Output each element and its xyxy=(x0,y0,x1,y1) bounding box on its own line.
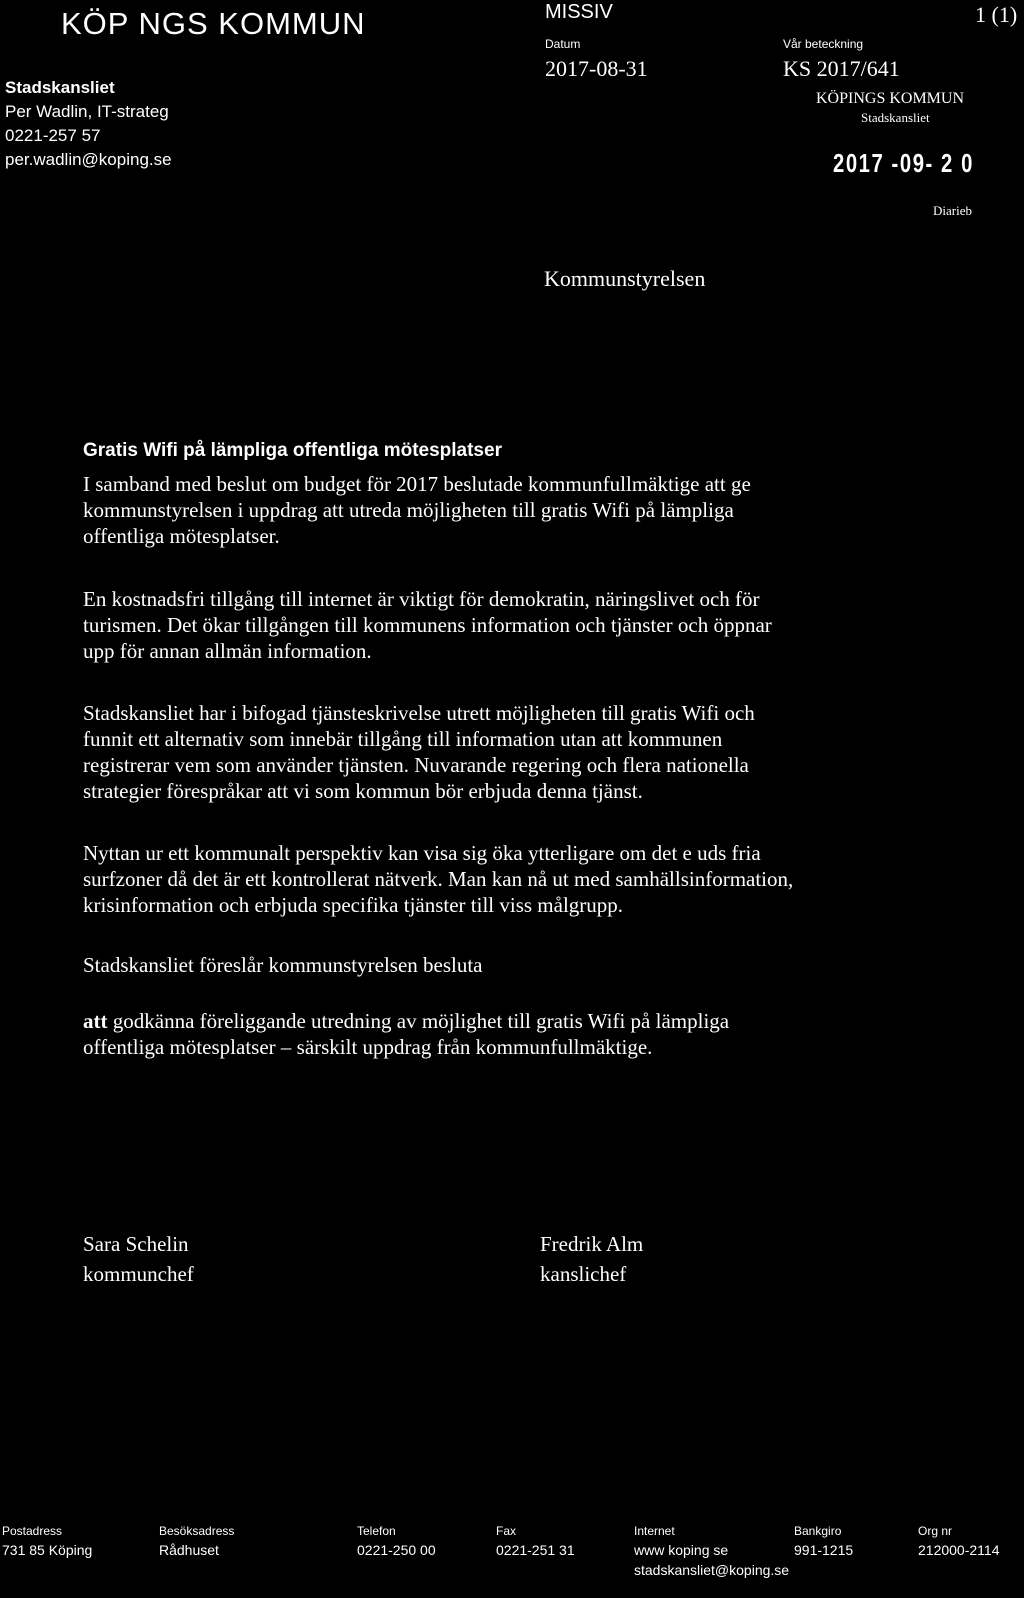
footer-bankgiro-label: Bankgiro xyxy=(794,1524,842,1538)
footer-besoksadress-label: Besöksadress xyxy=(159,1524,235,1538)
signature-2-title: kanslichef xyxy=(540,1262,627,1286)
att-keyword: att xyxy=(83,1009,108,1033)
body-paragraph-1: I samband med beslut om budget för 2017 beslutade kommunfullmäktige att ge kommunstyrelsen i uppdrag att utreda möjligheten till gratis Wifi på lämpliga offentliga mötesplatser. xyxy=(83,472,751,548)
signature-1-name: Sara Schelin xyxy=(83,1232,189,1256)
footer-internet[interactable]: www koping se xyxy=(634,1542,729,1558)
date-value: 2017-08-31 xyxy=(545,56,648,81)
sender-phone: 0221-257 57 xyxy=(5,126,101,145)
stamp-department: Stadskansliet xyxy=(861,110,930,125)
subject-heading: Gratis Wifi på lämpliga offentliga mötesplatser xyxy=(83,440,502,461)
body-paragraph-3: Stadskansliet har i bifogad tjänsteskrivelse utrett möjligheten till gratis Wifi och funnit ett alternativ som innebär tillgång till information utan att kommunen registrerar vem som använder tjänsten. Nuvarande regering och flera nationella strategier förespråkar att vi som kommun bör erbjuda denna tjänst. xyxy=(83,701,755,803)
stamp-date: 2017 -09- 2 0 xyxy=(833,148,974,178)
signature-1-title: kommunchef xyxy=(83,1262,194,1286)
stamp-organization: KÖPINGS KOMMUN xyxy=(816,90,965,107)
footer-telefon: 0221-250 00 xyxy=(357,1542,436,1558)
reference-label: Vår beteckning xyxy=(783,37,864,51)
footer-postadress: 731 85 Köping xyxy=(2,1542,93,1558)
footer-fax-label: Fax xyxy=(496,1524,517,1538)
body-paragraph-4: Nyttan ur ett kommunalt perspektiv kan visa sig öka ytterligare om det e uds fria surfzoner då det är ett kontrollerat nätverk. Man kan nå ut med samhällsinformation, krisinformation och erbjuda specifika tjänster till viss målgrupp. xyxy=(83,841,794,917)
footer-bankgiro: 991-1215 xyxy=(794,1542,854,1558)
att-text: godkänna föreliggande utredning av möjlighet till gratis Wifi på lämpliga offentliga mötesplatser – särskilt uppdrag från kommunfullmäktige. xyxy=(83,1009,730,1059)
body-paragraph-2: En kostnadsfri tillgång till internet är viktigt för demokratin, näringslivet och för turismen. Det ökar tillgången till kommunens information och tjänster och öppnar upp för annan allmän information. xyxy=(83,587,772,663)
reference-value: KS 2017/641 xyxy=(783,56,900,81)
signature-2-name: Fredrik Alm xyxy=(540,1232,644,1256)
org-logo: KÖP NGS KOMMUN xyxy=(61,6,366,41)
footer-internet-label: Internet xyxy=(634,1524,675,1538)
footer-internet-email[interactable]: stadskansliet@koping.se xyxy=(634,1562,790,1578)
proposal-decision xyxy=(83,1008,983,1060)
footer-besoksadress: Rådhuset xyxy=(159,1542,219,1558)
footer-postadress-label: Postadress xyxy=(2,1524,63,1538)
footer-telefon-label: Telefon xyxy=(357,1524,396,1538)
footer-orgnr: 212000-2114 xyxy=(918,1542,1000,1558)
sender-email: per.wadlin@koping.se xyxy=(5,150,172,169)
footer-fax: 0221-251 31 xyxy=(496,1542,575,1558)
stamp-diarie: Diarieb xyxy=(933,203,972,218)
document-type: MISSIV xyxy=(545,1,613,23)
footer-orgnr-label: Org nr xyxy=(918,1524,953,1538)
recipient: Kommunstyrelsen xyxy=(544,266,706,291)
date-label: Datum xyxy=(545,37,581,51)
proposal-intro: Stadskansliet föreslår kommunstyrelsen besluta xyxy=(83,953,483,977)
sender-name: Per Wadlin, IT-strateg xyxy=(5,102,169,121)
page-number: 1 (1) xyxy=(975,2,1018,27)
sender-department: Stadskansliet xyxy=(5,78,115,97)
